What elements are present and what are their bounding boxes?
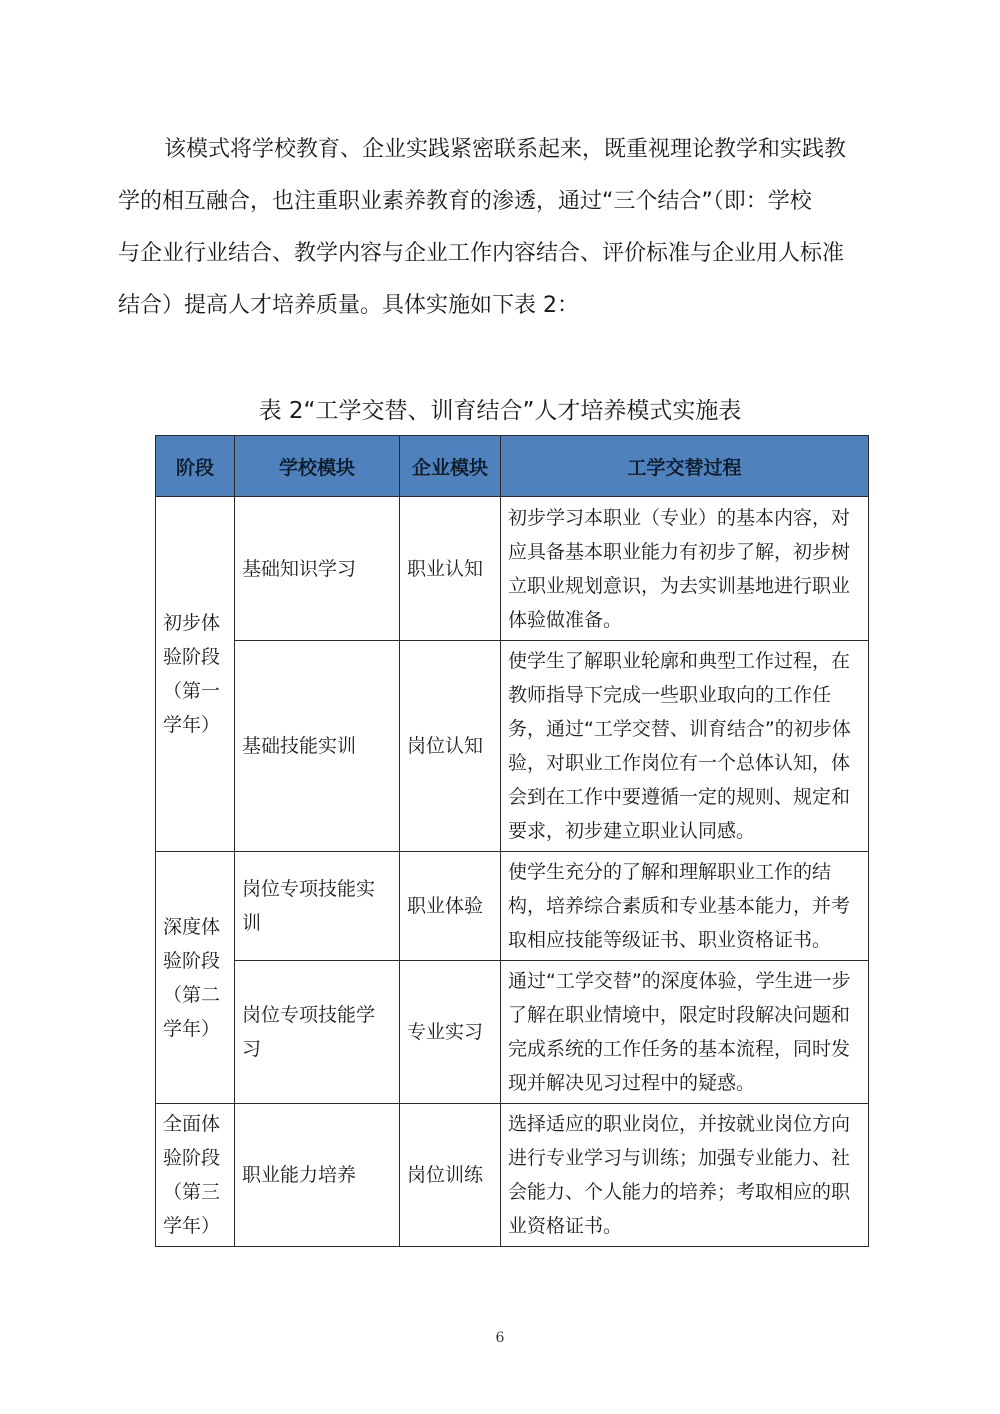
page-number: 6 — [495, 1330, 505, 1346]
enterprise-module-cell: 岗位训练 — [400, 1104, 501, 1247]
paragraph-line: 该模式将学校教育、企业实践紧密联系起来，既重视理论教学和实践教 — [164, 137, 847, 162]
table-caption: 表 2“工学交替、训育结合”人才培养模式实施表 — [258, 398, 742, 424]
header-stage: 阶段 — [156, 436, 235, 497]
table-row — [156, 1104, 869, 1247]
intro-paragraph — [118, 124, 898, 332]
stage-cell: 深度体验阶段（第二学年） — [156, 852, 235, 1104]
table-header-row — [156, 436, 869, 497]
enterprise-module-cell: 专业实习 — [400, 961, 501, 1104]
header-process: 工学交替过程 — [501, 436, 869, 497]
process-cell: 初步学习本职业（专业）的基本内容，对应具备基本职业能力有初步了解，初步树立职业规划意识，为去实训基地进行职业体验做准备。 — [501, 497, 869, 641]
school-module-cell: 基础技能实训 — [235, 641, 400, 852]
paragraph-line: 与企业行业结合、教学内容与企业工作内容结合、评价标准与企业用人标准 — [118, 241, 845, 266]
stage-cell: 初步体验阶段（第一学年） — [156, 497, 235, 852]
process-cell: 通过“工学交替”的深度体验，学生进一步了解在职业情境中，限定时段解决问题和完成系统的工作任务的基本流程，同时发现并解决见习过程中的疑惑。 — [501, 961, 869, 1104]
process-cell: 选择适应的职业岗位，并按就业岗位方向进行专业学习与训练；加强专业能力、社会能力、个人能力的培养；考取相应的职业资格证书。 — [501, 1104, 869, 1247]
process-cell: 使学生了解职业轮廓和典型工作过程，在教师指导下完成一些职业取向的工作任务，通过“工学交替、训育结合”的初步体验，对职业工作岗位有一个总体认知，体会到在工作中要遵循一定的规则、规定和要求，初步建立职业认同感。 — [501, 641, 869, 852]
school-module-cell: 岗位专项技能实训 — [235, 852, 400, 961]
table-row — [156, 961, 869, 1104]
table-row — [156, 641, 869, 852]
header-enterprise-module: 企业模块 — [400, 436, 501, 497]
school-module-cell: 职业能力培养 — [235, 1104, 400, 1247]
enterprise-module-cell: 职业体验 — [400, 852, 501, 961]
enterprise-module-cell: 职业认知 — [400, 497, 501, 641]
paragraph-line: 结合）提高人才培养质量。具体实施如下表 2： — [118, 293, 579, 318]
school-module-cell: 基础知识学习 — [235, 497, 400, 641]
process-cell: 使学生充分的了解和理解职业工作的结构，培养综合素质和专业基本能力，并考取相应技能等级证书、职业资格证书。 — [501, 852, 869, 961]
table-row — [156, 497, 869, 641]
enterprise-module-cell: 岗位认知 — [400, 641, 501, 852]
header-school-module: 学校模块 — [235, 436, 400, 497]
paragraph-line: 学的相互融合，也注重职业素养教育的渗透，通过“三个结合”（即：学校 — [118, 189, 812, 214]
implementation-table — [155, 435, 869, 1247]
table-row — [156, 852, 869, 961]
stage-cell: 全面体验阶段（第三学年） — [156, 1104, 235, 1247]
school-module-cell: 岗位专项技能学习 — [235, 961, 400, 1104]
